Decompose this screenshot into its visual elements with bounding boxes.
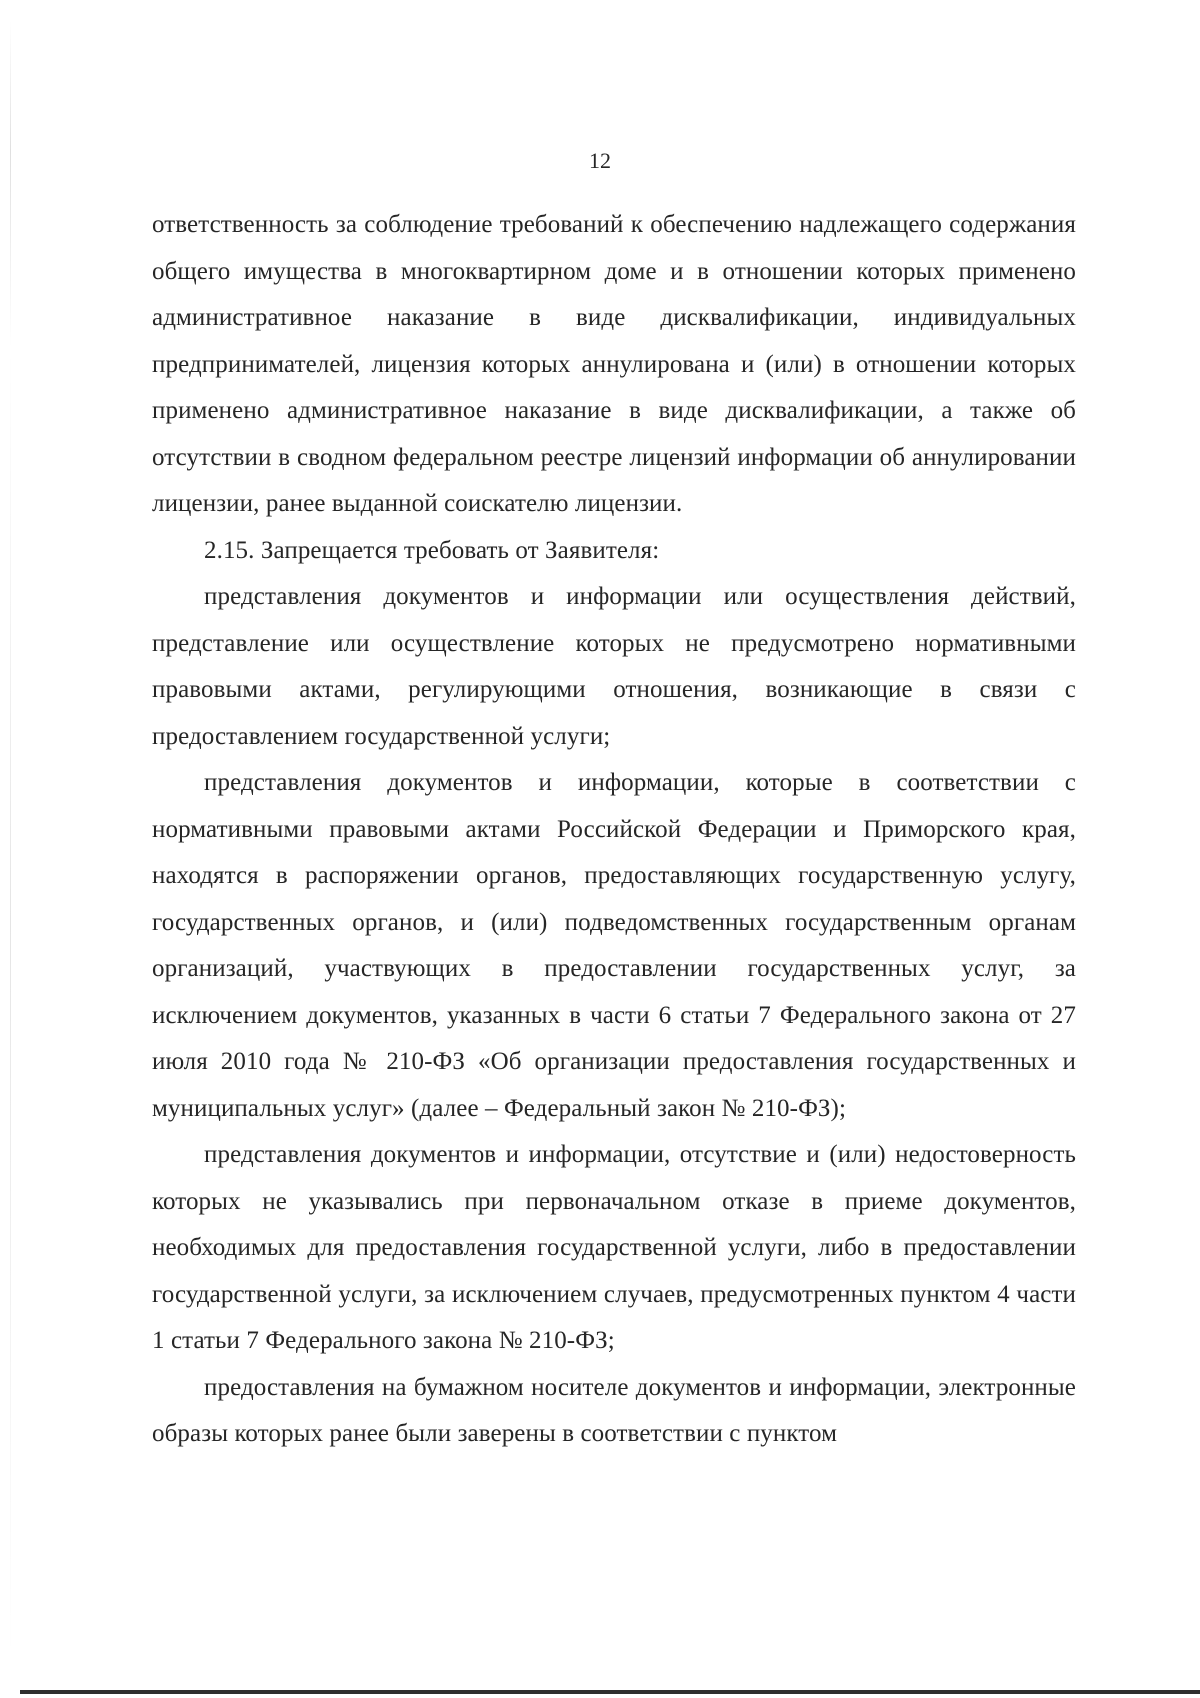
page-number: 12 xyxy=(589,148,611,173)
paragraph-item-3: представления документов и информации, отсутствие и (или) недостоверность которых не указывались при первоначальном отказе в приеме документов, необходимых для предоставления государственной услуги, либо в предоставлении государственной услуги, за исключением случаев, предусмотренных пунктом 4 части 1 статьи 7 Федерального закона № 210-ФЗ; xyxy=(152,1141,1076,1354)
scan-edge-bottom xyxy=(20,1690,1200,1694)
document-body xyxy=(152,202,1076,1458)
paragraph-item-2: представления документов и информации, которые в соответствии с нормативными правовыми актами Российской Федерации и Приморского края, находятся в распоряжении органов, предоставляющих государственную услугу, государственных органов, и (или) подведомственных государственным органам организаций, участвующих в предоставлении государственных услуг, за исключением документов, указанных в части 6 статьи 7 Федерального закона от 27 июля 2010 года № 210-ФЗ «Об организации предоставления государственных и муниципальных услуг» (далее – Федеральный закон № 210-ФЗ); xyxy=(152,769,1076,1122)
paragraph-item-4: предоставления на бумажном носителе документов и информации, электронные образы которых ранее были заверены в соответствии с пунктом xyxy=(152,1373,1076,1447)
scan-edge-left xyxy=(10,20,11,1660)
paragraph-continuation: ответственность за соблюдение требований к обеспечению надлежащего содержания общего имущества в многоквартирном доме и в отношении которых применено административное наказание в виде дисквалификации, индивидуальных предпринимателей, лицензия которых аннулирована и (или) в отношении которых применено административное наказание в виде дисквалификации, а также об отсутствии в сводном федеральном реестре лицензий информации об аннулировании лицензии, ранее выданной соискателю лицензии. xyxy=(152,211,1076,517)
paragraph-item-1: представления документов и информации или осуществления действий, представление или осуществление которых не предусмотрено нормативными правовыми актами, регулирующими отношения, возникающие в связи с предоставлением государственной услуги; xyxy=(152,583,1076,750)
paragraph-clause-2-15: 2.15. Запрещается требовать от Заявителя: xyxy=(204,536,660,564)
